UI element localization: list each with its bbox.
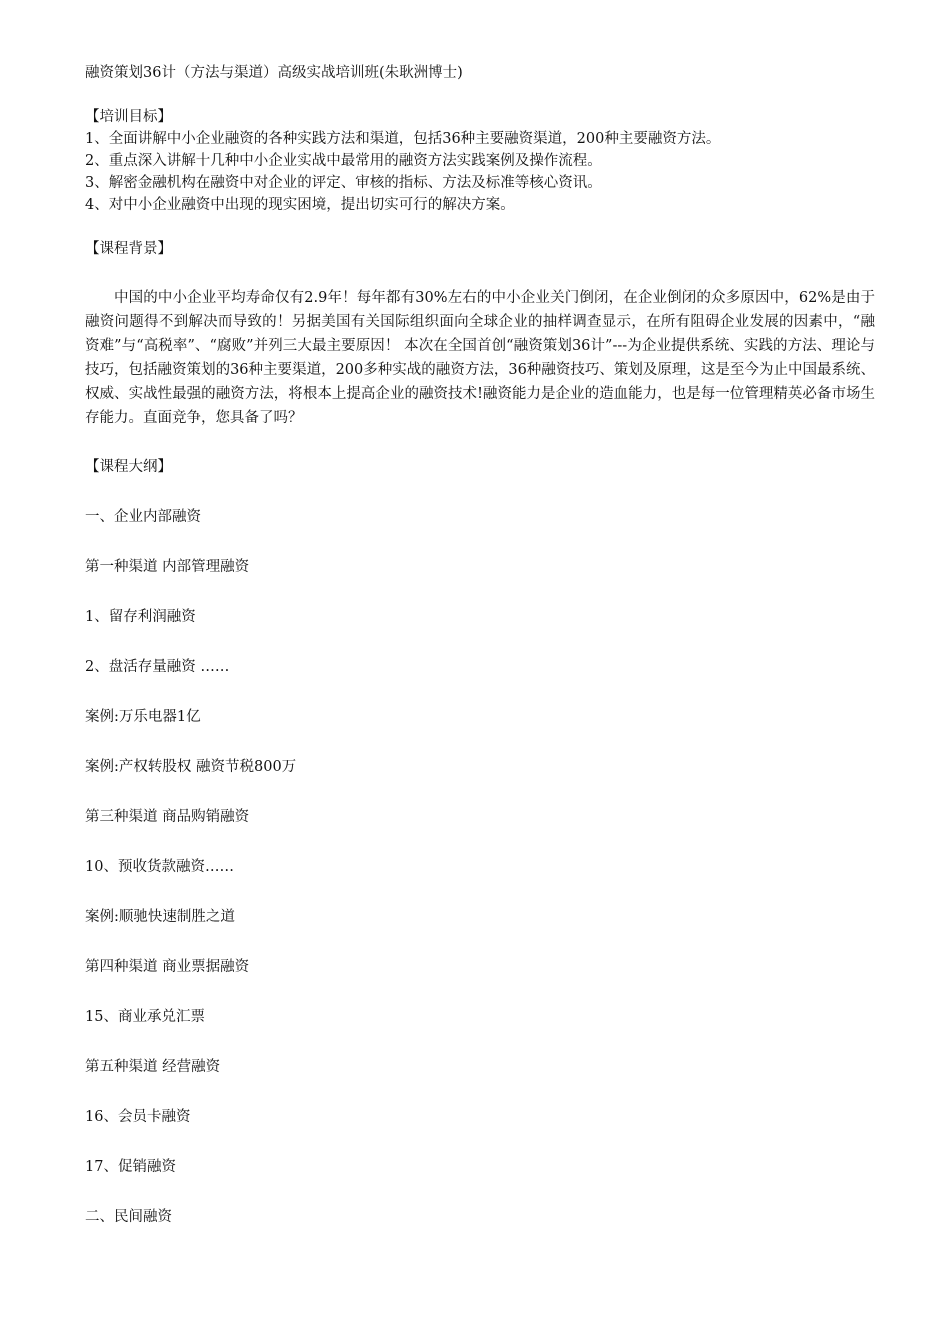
document-title: 融资策划36计（方法与渠道）高级实战培训班(朱耿洲博士) [85,65,463,81]
outline-heading: 【课程大纲】 [85,459,172,475]
outline-item: 案例:万乐电器1亿 [85,709,201,725]
outline-item: 第五种渠道 经营融资 [85,1059,221,1075]
outline-item: 15、商业承兑汇票 [85,1009,205,1025]
objective-item: 2、重点深入讲解十几种中小企业实战中最常用的融资方法实践案例及操作流程。 [85,153,602,169]
outline-item: 一、企业内部融资 [85,509,201,525]
background-paragraph: 中国的中小企业平均寿命仅有2.9年！每年都有30%左右的中小企业关门倒闭，在企业倒闭的众多原因中，62%是由于融资问题得不到解决而导致的！另据美国有关国际组织面向全球企业的抽样调查显示，在所有阻碍企业发展的因素中，“融资难”与“高税率”、“腐败”并列三大最主要原因！ 本次在全国首创“融资策划36计”---为企业提供系统、实践的方法、理论与技巧，包括融资策划的36种主要渠道，200多种实战的融资方法，36种融资技巧、策划及原理，这是至今为止中国最系统、权威、实战性最强的融资方法，将根本上提高企业的融资技术!融资能力是企业的造血能力，也是每一位管理精英必备市场生存能力。直面竞争，您具备了吗？ [85,290,875,426]
outline-item: 案例:产权转股权 融资节税800万 [85,759,297,775]
objective-item: 4、对中小企业融资中出现的现实困境，提出切实可行的解决方案。 [85,197,515,213]
outline-item: 第一种渠道 内部管理融资 [85,559,250,575]
spacer [85,216,885,238]
outline-item: 1、留存利润融资 [85,609,196,625]
objectives-heading: 【培训目标】 [85,109,172,125]
document-page [85,62,885,1228]
outline-item: 第三种渠道 商品购销融资 [85,809,250,825]
outline-item: 二、民间融资 [85,1209,172,1225]
objective-item: 1、全面讲解中小企业融资的各种实践方法和渠道，包括36种主要融资渠道，200种主要融资方法。 [85,131,721,147]
outline-item: 2、盘活存量融资 …… [85,659,230,675]
outline-item: 16、会员卡融资 [85,1109,191,1125]
outline-item: 案例:顺驰快速制胜之道 [85,909,235,925]
spacer [85,430,885,456]
spacer [85,260,885,286]
spacer [85,84,885,106]
objective-item: 3、解密金融机构在融资中对企业的评定、审核的指标、方法及标准等核心资讯。 [85,175,602,191]
outline-item: 第四种渠道 商业票据融资 [85,959,250,975]
background-heading: 【课程背景】 [85,241,172,257]
outline-item: 10、预收货款融资…… [85,859,234,875]
outline-item: 17、促销融资 [85,1159,176,1175]
